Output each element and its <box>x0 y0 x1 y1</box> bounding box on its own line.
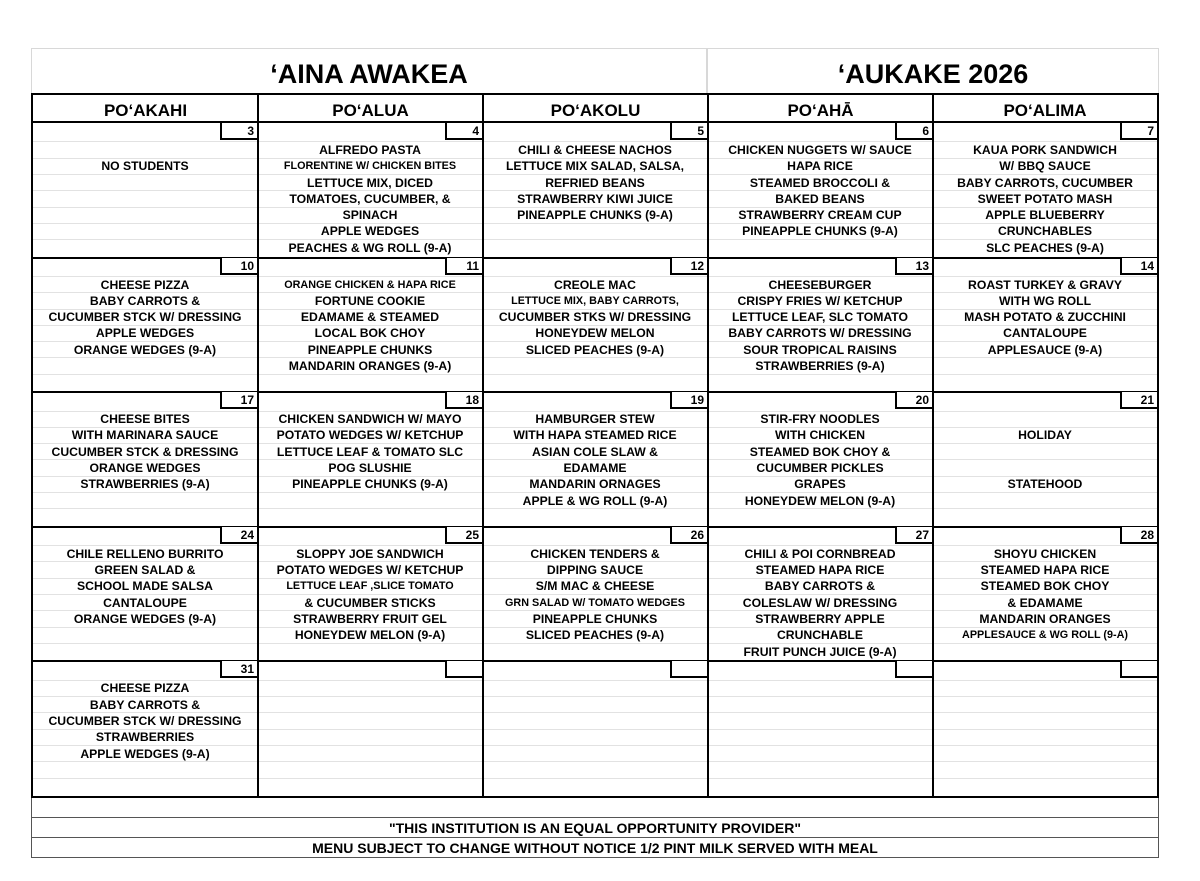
menu-item: LETTUCE LEAF, SLC TOMATO <box>731 310 909 325</box>
date-number: 31 <box>220 661 257 678</box>
menu-item <box>933 411 1157 427</box>
menu-item: STEAMED HAPA RICE <box>980 563 1110 578</box>
menu-item: STRAWBERRY KIWI JUICE <box>517 191 673 206</box>
menu-item: APPLESAUCE (9-A) <box>987 342 1103 357</box>
menu-item: STRAWBERRY CREAM CUP <box>738 208 902 223</box>
menu-item: GRAPES <box>794 477 846 492</box>
date-number: 3 <box>220 123 257 140</box>
menu-item: STEAMED BOK CHOY <box>980 579 1110 594</box>
day-header-monday: PO‘AKAHI <box>33 95 258 123</box>
menu-item <box>933 460 1157 476</box>
menu-item: REFRIED BEANS <box>545 175 645 190</box>
menu-item <box>933 444 1157 460</box>
menu-item: STRAWBERRIES <box>95 730 195 745</box>
day-cell-wednesday <box>483 392 707 527</box>
menu-item: DIPPING SAUCE <box>546 563 644 578</box>
menu-item: MANDARIN ORNAGES <box>529 477 661 492</box>
menu-item: SLOPPY JOE SANDWICH <box>296 546 444 561</box>
menu-item: STRAWBERRY APPLE <box>755 611 885 626</box>
date-number: 28 <box>1120 527 1157 544</box>
date-number <box>670 661 707 678</box>
menu-item: & CUCUMBER STICKS <box>304 595 436 610</box>
menu-item: CUCUMBER PICKLES <box>756 461 884 476</box>
menu-item: LETTUCE LEAF & TOMATO SLC <box>276 444 464 459</box>
day-cell-wednesday <box>483 123 707 258</box>
menu-items <box>708 277 932 375</box>
menu-item: ORANGE WEDGES (9-A) <box>73 342 217 357</box>
menu-item: BABY CARROTS & <box>89 293 201 308</box>
footer <box>31 798 1159 858</box>
menu-item: CHEESE PIZZA <box>100 681 190 696</box>
menu-item: CHILI & POI CORNBREAD <box>744 546 896 561</box>
menu-item: SLC PEACHES (9-A) <box>986 240 1104 255</box>
menu-items <box>483 411 707 509</box>
menu-item: HAPA RICE <box>787 159 853 174</box>
day-cell-tuesday <box>258 527 482 662</box>
menu-item: MANDARIN ORANGES <box>979 611 1111 626</box>
menu-items <box>33 411 257 492</box>
day-header-friday: PO‘ALIMA <box>933 95 1157 123</box>
menu-item: CANTALOUPE <box>103 595 187 610</box>
menu-item: SLICED PEACHES (9-A) <box>525 342 665 357</box>
footer-equal-opportunity: "THIS INSTITUTION IS AN EQUAL OPPORTUNITY PROVIDER" <box>31 818 1159 838</box>
menu-item: HONEYDEW MELON (9-A) <box>294 628 446 643</box>
day-cell-friday <box>933 123 1157 258</box>
menu-item: ASIAN COLE SLAW & <box>532 444 658 459</box>
date-number: 11 <box>445 258 482 275</box>
date-number: 10 <box>220 258 257 275</box>
day-cell-thursday <box>708 123 932 258</box>
date-number: 4 <box>445 123 482 140</box>
day-cell-tuesday <box>258 258 482 393</box>
menu-item: LETTUCE LEAF ,SLICE TOMATO <box>286 580 454 593</box>
menu-item: ORANGE WEDGES (9-A) <box>73 611 217 626</box>
menu-items <box>33 546 257 627</box>
menu-item: KAUA PORK SANDWICH <box>973 143 1117 157</box>
day-cell-monday <box>33 392 257 527</box>
menu-item: ORANGE WEDGES <box>89 461 201 476</box>
menu-item: LETTUCE MIX SALAD, SALSA, <box>505 159 685 174</box>
menu-item: POTATO WEDGES W/ KETCHUP <box>276 428 464 443</box>
date-number <box>1120 661 1157 678</box>
menu-item: APPLESAUCE & WG ROLL (9-A) <box>962 629 1128 642</box>
menu-item: CUCUMBER STCK W/ DRESSING <box>48 310 242 325</box>
menu-item: CHILI & CHEESE NACHOS <box>518 143 672 157</box>
menu-item: POTATO WEDGES W/ KETCHUP <box>276 563 464 578</box>
menu-item: SOUR TROPICAL RAISINS <box>743 342 897 357</box>
menu-items <box>33 142 257 175</box>
menu-item: CUCUMBER STCK & DRESSING <box>51 444 239 459</box>
menu-item: APPLE WEDGES <box>320 224 420 239</box>
menu-item: STEAMED BROCCOLI & <box>749 175 891 190</box>
date-number: 18 <box>445 392 482 409</box>
menu-items <box>33 680 257 761</box>
menu-items <box>258 411 482 492</box>
menu-item: SHOYU CHICKEN <box>993 546 1097 561</box>
menu-item: LETTUCE MIX, BABY CARROTS, <box>511 294 679 307</box>
menu-item: SCHOOL MADE SALSA <box>77 579 213 594</box>
day-cell-wednesday <box>483 258 707 393</box>
menu-item: EDAMAME <box>563 461 627 476</box>
menu-items <box>33 277 257 358</box>
menu-item: CUCUMBER STCK W/ DRESSING <box>48 713 242 728</box>
day-cell-friday <box>933 392 1157 527</box>
footer-spacer <box>31 798 1159 818</box>
day-header-tuesday: PO‘ALUA <box>258 95 483 123</box>
day-cell-friday <box>933 661 1157 796</box>
menu-item: LETTUCE MIX, DICED <box>307 175 433 190</box>
menu-items <box>483 546 707 644</box>
date-number: 24 <box>220 527 257 544</box>
menu-item: CHEESE PIZZA <box>100 277 190 292</box>
menu-item: LOCAL BOK CHOY <box>314 326 426 341</box>
menu-item: PINEAPPLE CHUNKS (9-A) <box>742 224 898 239</box>
footer-menu-notice: MENU SUBJECT TO CHANGE WITHOUT NOTICE 1/2 PINT MILK SERVED WITH MEAL <box>31 838 1159 858</box>
menu-item: PINEAPPLE CHUNKS (9-A) <box>292 477 448 492</box>
title-row <box>31 48 1159 93</box>
date-number <box>895 661 932 678</box>
menu-item: FORTUNE COOKIE <box>314 293 426 308</box>
menu-items <box>258 546 482 644</box>
day-cell-monday <box>33 123 257 258</box>
date-number: 27 <box>895 527 932 544</box>
menu-item: APPLE WEDGES <box>95 326 195 341</box>
menu-items <box>933 546 1157 644</box>
date-number: 17 <box>220 392 257 409</box>
menu-item: CHEESE BITES <box>100 412 190 427</box>
day-header-thursday: PO‘AHĀ <box>708 95 933 123</box>
menu-item: WITH HAPA STEAMED RICE <box>513 428 677 443</box>
menu-item: HAMBURGER STEW <box>535 412 655 427</box>
menu-items <box>483 277 707 358</box>
date-number: 25 <box>445 527 482 544</box>
menu-item: PINEAPPLE CHUNKS (9-A) <box>517 208 673 223</box>
date-number: 21 <box>1120 392 1157 409</box>
day-cell-friday <box>933 527 1157 662</box>
menu-item: NO STUDENTS <box>101 159 189 174</box>
menu-items <box>708 546 932 660</box>
menu-item: STIR-FRY NOODLES <box>760 412 880 427</box>
day-cell-thursday <box>708 661 932 796</box>
date-number: 13 <box>895 258 932 275</box>
menu-item: CRUNCHABLES <box>997 224 1093 239</box>
menu-item: POG SLUSHIE <box>328 461 412 476</box>
menu-item: PINEAPPLE CHUNKS <box>532 611 658 626</box>
menu-item: ROAST TURKEY & GRAVY <box>968 277 1122 292</box>
month-title: ‘AUKAKE 2026 <box>707 48 1159 93</box>
menu-items <box>483 142 707 223</box>
menu-item: CHILE RELLENO BURRITO <box>66 546 224 561</box>
menu-item: CANTALOUPE <box>1003 326 1087 341</box>
day-cell-monday <box>33 527 257 662</box>
menu-items <box>708 411 932 509</box>
date-number: 20 <box>895 392 932 409</box>
menu-item: APPLE & WG ROLL (9-A) <box>522 493 668 508</box>
menu-item: PINEAPPLE CHUNKS <box>307 342 433 357</box>
day-cell-wednesday <box>483 661 707 796</box>
menu-items <box>933 277 1157 358</box>
day-header-wednesday: PO‘AKOLU <box>483 95 708 123</box>
menu-items <box>258 277 482 375</box>
menu-item: SLICED PEACHES (9-A) <box>525 628 665 643</box>
menu-item: BABY CARROTS & <box>764 579 876 594</box>
menu-item: FRUIT PUNCH JUICE (9-A) <box>743 644 897 659</box>
day-cell-tuesday <box>258 123 482 258</box>
menu-item: APPLE WEDGES (9-A) <box>80 746 210 761</box>
menu-item: CRISPY FRIES W/ KETCHUP <box>737 293 903 308</box>
date-number: 26 <box>670 527 707 544</box>
menu-item: COLESLAW W/ DRESSING <box>742 595 898 610</box>
date-number: 12 <box>670 258 707 275</box>
menu-item: HONEYDEW MELON (9-A) <box>744 493 896 508</box>
menu-item: CREOLE MAC <box>554 277 636 292</box>
menu-item: STEAMED HAPA RICE <box>755 563 885 578</box>
menu-item: CHICKEN NUGGETS W/ SAUCE <box>728 143 912 157</box>
menu-calendar-grid <box>31 93 1159 798</box>
day-cell-thursday <box>708 392 932 527</box>
menu-item: STRAWBERRIES (9-A) <box>755 359 885 374</box>
menu-item: S/M MAC & CHEESE <box>535 579 655 594</box>
menu-item: HOLIDAY <box>1018 428 1072 443</box>
day-cell-thursday <box>708 527 932 662</box>
menu-item: WITH WG ROLL <box>998 293 1092 308</box>
menu-item: SWEET POTATO MASH <box>977 191 1113 206</box>
menu-item: HONEYDEW MELON <box>535 326 655 341</box>
menu-item: STRAWBERRIES (9-A) <box>80 477 210 492</box>
menu-item: WITH CHICKEN <box>774 428 866 443</box>
date-number: 6 <box>895 123 932 140</box>
menu-item: FLORENTINE W/ CHICKEN BITES <box>283 160 457 173</box>
menu-items <box>933 411 1157 492</box>
menu-item: STRAWBERRY FRUIT GEL <box>293 611 447 626</box>
menu-item: & EDAMAME <box>1007 595 1083 610</box>
menu-item: STATEHOOD <box>1007 477 1083 492</box>
menu-item: GREEN SALAD & <box>94 563 196 578</box>
menu-items <box>933 142 1157 256</box>
menu-item: EDAMAME & STEAMED <box>300 310 440 325</box>
menu-item: W/ BBQ SAUCE <box>999 159 1091 174</box>
menu-title: ‘AINA AWAKEA <box>31 48 707 93</box>
day-cell-monday <box>33 258 257 393</box>
menu-item: TOMATOES, CUCUMBER, & <box>289 191 451 206</box>
menu-item: APPLE BLUEBERRY <box>985 208 1105 223</box>
menu-item: CHICKEN TENDERS & <box>530 546 660 561</box>
menu-item: GRN SALAD W/ TOMATO WEDGES <box>505 596 685 609</box>
menu-item: CHICKEN SANDWICH W/ MAYO <box>278 412 462 427</box>
menu-items <box>708 142 932 240</box>
day-cell-tuesday <box>258 392 482 527</box>
day-cell-thursday <box>708 258 932 393</box>
date-number: 5 <box>670 123 707 140</box>
date-number: 7 <box>1120 123 1157 140</box>
date-number: 14 <box>1120 258 1157 275</box>
menu-item: MANDARIN ORANGES (9-A) <box>288 359 452 374</box>
day-cell-wednesday <box>483 527 707 662</box>
menu-items <box>258 142 482 256</box>
day-cell-tuesday <box>258 661 482 796</box>
menu-item: ALFREDO PASTA <box>319 143 421 157</box>
day-cell-friday <box>933 258 1157 393</box>
menu-item: SPINACH <box>342 208 398 223</box>
menu-item: BABY CARROTS & <box>89 697 201 712</box>
date-number <box>445 661 482 678</box>
menu-item: WITH MARINARA SAUCE <box>71 428 219 443</box>
menu-item: BABY CARROTS W/ DRESSING <box>728 326 912 341</box>
menu-item: BABY CARROTS, CUCUMBER <box>957 175 1133 190</box>
menu-item: STEAMED BOK CHOY & <box>749 444 891 459</box>
menu-item: PEACHES & WG ROLL (9-A) <box>288 240 452 255</box>
menu-item: CHEESEBURGER <box>768 277 872 292</box>
day-cell-monday <box>33 661 257 796</box>
menu-item: CRUNCHABLE <box>777 628 863 643</box>
menu-item: BAKED BEANS <box>775 191 865 206</box>
date-number: 19 <box>670 392 707 409</box>
menu-item <box>33 142 257 158</box>
menu-item: CUCUMBER STKS W/ DRESSING <box>498 310 692 325</box>
menu-item: ORANGE CHICKEN & HAPA RICE <box>284 278 456 291</box>
menu-item: MASH POTATO & ZUCCHINI <box>964 310 1126 325</box>
